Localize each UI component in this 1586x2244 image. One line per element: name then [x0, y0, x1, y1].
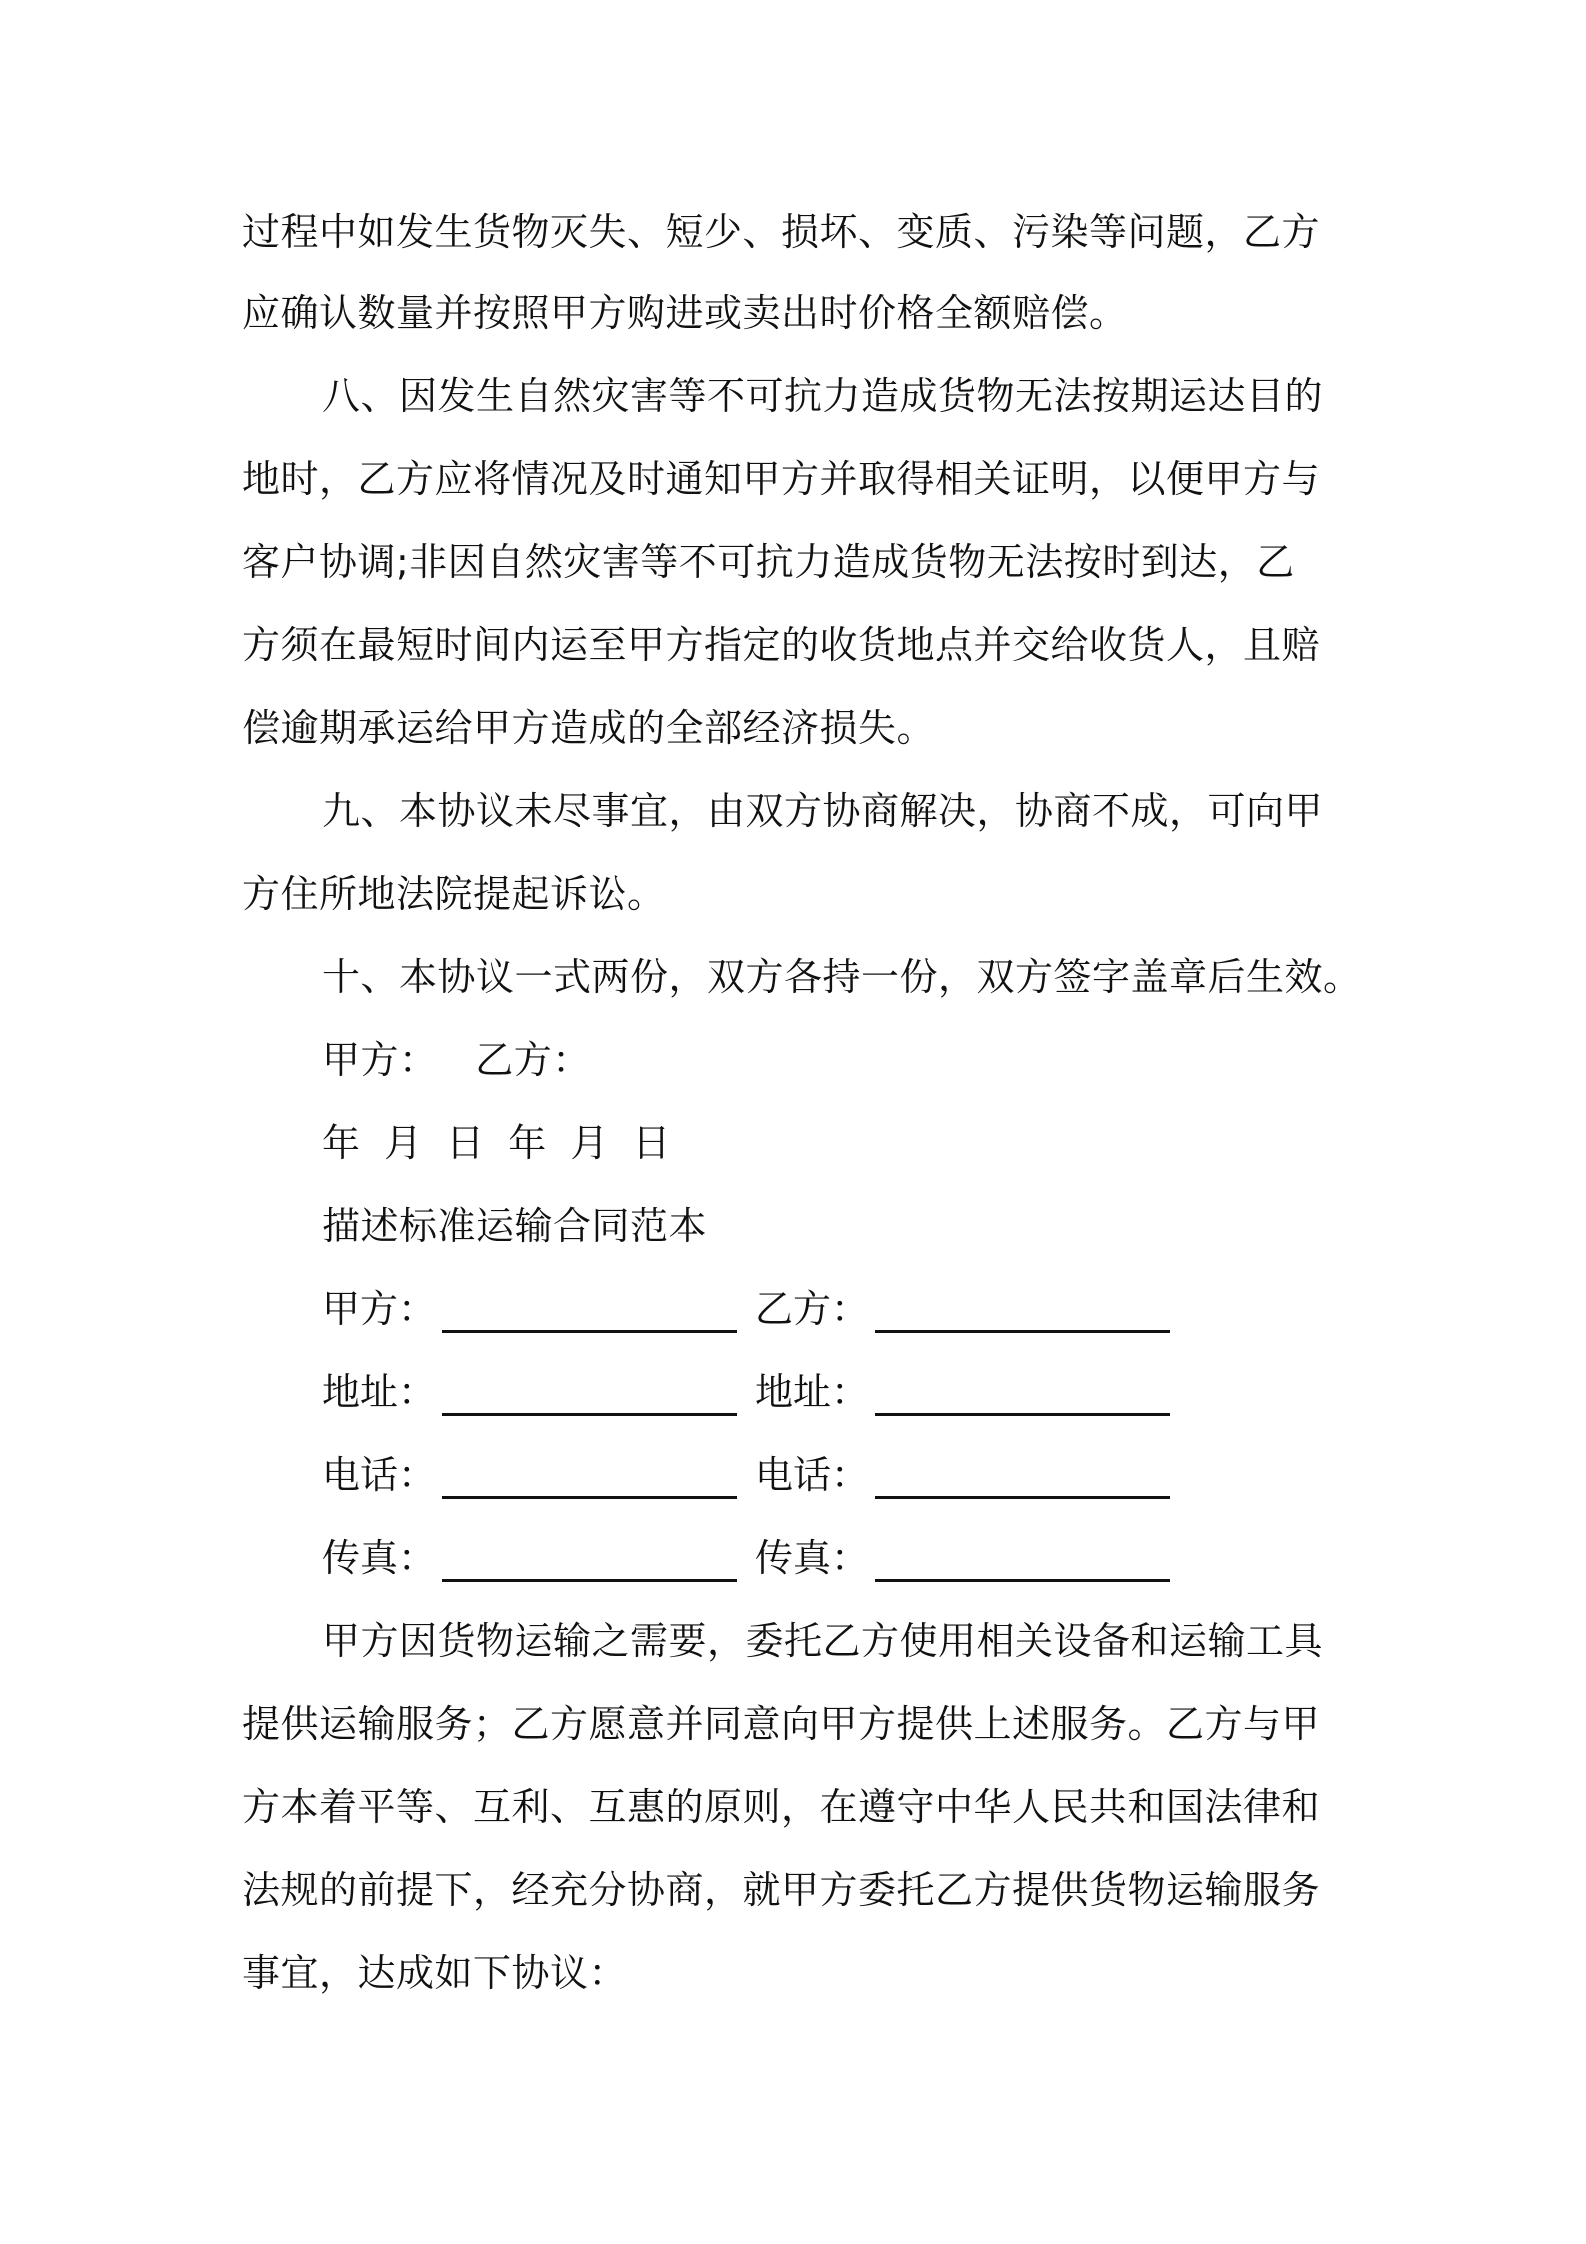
signature-line: 甲方： 乙方：	[322, 1038, 591, 1082]
intro-line-4: 法规的前提下，经充分协商，就甲方委托乙方提供货物运输服务	[242, 1868, 1321, 1912]
party-a-label: 甲方：	[322, 1287, 437, 1331]
address-row	[0, 1368, 1586, 1424]
address-b-input[interactable]	[875, 1377, 1170, 1416]
address-b-label: 地址：	[755, 1370, 870, 1414]
clause-8-line-5: 偿逾期承运给甲方造成的全部经济损失。	[242, 706, 936, 750]
clause-8-line-2: 地时，乙方应将情况及时通知甲方并取得相关证明，以便甲方与	[242, 457, 1321, 501]
fax-a-label: 传真：	[322, 1536, 437, 1580]
clause-8-line-1: 八、因发生自然灾害等不可抗力造成货物无法按期运达目的	[322, 374, 1324, 418]
party-b-label: 乙方：	[755, 1287, 870, 1331]
intro-line-5: 事宜，达成如下协议：	[242, 1951, 628, 1995]
phone-a-input[interactable]	[442, 1460, 737, 1499]
clause-9-line-1: 九、本协议未尽事宜，由双方协商解决，协商不成，可向甲	[322, 789, 1324, 833]
fax-b-label: 传真：	[755, 1536, 870, 1580]
party-b-input[interactable]	[875, 1294, 1170, 1333]
phone-row	[0, 1451, 1586, 1507]
party-a-input[interactable]	[442, 1294, 737, 1333]
phone-b-input[interactable]	[875, 1460, 1170, 1499]
clause-8-line-3: 客户协调;非因自然灾害等不可抗力造成货物无法按时到达，乙	[242, 540, 1295, 584]
phone-b-label: 电话：	[755, 1453, 870, 1497]
party-row	[0, 1285, 1586, 1341]
document-title: 描述标准运输合同范本	[322, 1204, 708, 1248]
date-line: 年 月 日 年 月 日	[322, 1121, 677, 1165]
address-a-input[interactable]	[442, 1377, 737, 1416]
clause-8-line-4: 方须在最短时间内运至甲方指定的收货地点并交给收货人，且赔	[242, 623, 1321, 667]
phone-a-label: 电话：	[322, 1453, 437, 1497]
intro-line-2: 提供运输服务；乙方愿意并同意向甲方提供上述服务。乙方与甲	[242, 1702, 1321, 1746]
fax-row	[0, 1534, 1586, 1590]
intro-line-1: 甲方因货物运输之需要，委托乙方使用相关设备和运输工具	[322, 1619, 1324, 1663]
intro-line-3: 方本着平等、互利、互惠的原则，在遵守中华人民共和国法律和	[242, 1785, 1321, 1829]
clause-7-line-1: 过程中如发生货物灭失、短少、损坏、变质、污染等问题，乙方	[242, 210, 1321, 254]
clause-7-line-2: 应确认数量并按照甲方购进或卖出时价格全额赔偿。	[242, 291, 1128, 335]
fax-a-input[interactable]	[442, 1543, 737, 1582]
clause-9-line-2: 方住所地法院提起诉讼。	[242, 872, 666, 916]
address-a-label: 地址：	[322, 1370, 437, 1414]
fax-b-input[interactable]	[875, 1543, 1170, 1582]
clause-10-line-1: 十、本协议一式两份，双方各持一份，双方签字盖章后生效。	[322, 955, 1362, 999]
